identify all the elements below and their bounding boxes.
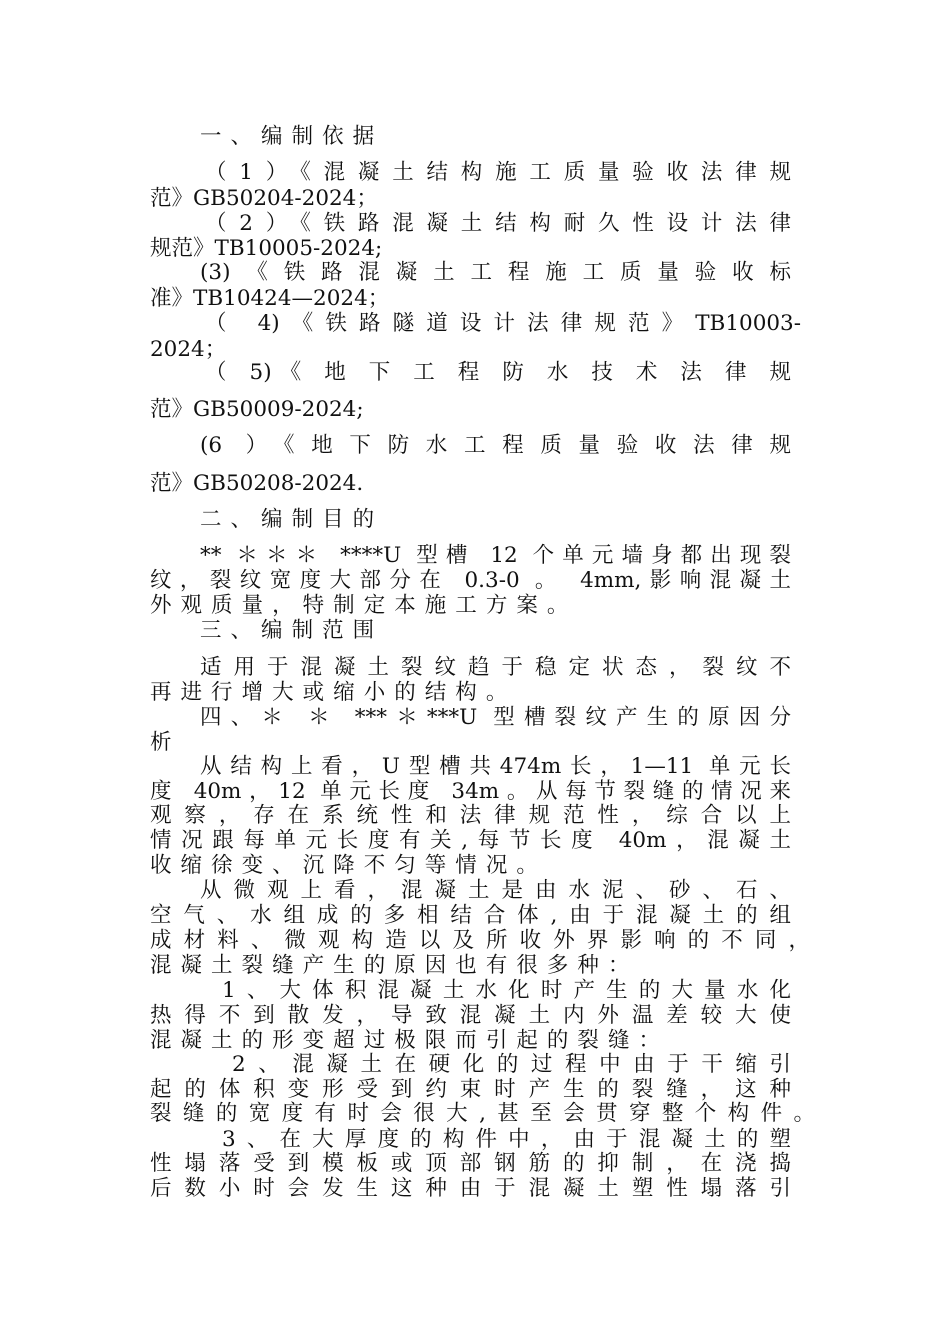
section1-item6-line2: 范》GB50208-2024.: [150, 471, 364, 496]
cause1-line3: 混凝土的形变超过极限而引起的裂缝：: [150, 1028, 670, 1053]
cause1-line1: 1、大体积混凝土水化时产生的大量水化: [222, 978, 791, 1003]
section1-item2-line1: （2）《铁路混凝土结构耐久性设计法律: [205, 211, 791, 236]
section4-para2-line4: 混凝土裂缝产生的原因也有很多种：: [150, 953, 639, 978]
section3-heading: 三、编制范围: [200, 618, 384, 643]
cause3-line2: 性塌落受到模板或顶部钢筋的抑制，在浇捣: [150, 1151, 791, 1176]
section4-para2-line1: 从微观上看，混凝土是由水泥、砂、石、: [200, 878, 791, 903]
section4-para1-line3: 观察，存在系统性和法律规范性，综合以上: [150, 803, 791, 828]
cause2-line1: 2、混凝土在硬化的过程中由于干缩引: [232, 1052, 791, 1077]
section4-para2-line2: 空气、水组成的多相结合体,由于混凝土的组: [150, 903, 791, 928]
section1-item1-line2: 范》GB50204-2024；: [150, 186, 378, 211]
section2-heading: 二、编制目的: [200, 507, 384, 532]
section3-line2: 再进行增大或缩小的结构。: [150, 680, 517, 705]
section1-item3-line2: 准》TB10424—2024；: [150, 286, 390, 311]
section4-heading-line1: 四、＊ ＊ ***＊***U 型槽裂纹产生的原因分: [200, 705, 791, 730]
section1-item3-line1: (3)《铁路混凝土工程施工质量验收标: [200, 260, 791, 285]
cause1-line2: 热得不到散发，导致混凝土内外温差较大使: [150, 1003, 791, 1028]
cause3-line3: 后数小时会发生这种由于混凝土塑性塌落引: [150, 1176, 791, 1201]
section1-item6-line1: (6 ）《地下防水工程质量验收法律规: [200, 433, 791, 458]
section1-item5-line1: （ 5)《 地 下 工 程 防 水 技 术 法 律 规: [205, 360, 791, 385]
section1-heading: 一、编制依据: [200, 124, 384, 149]
section2-line3: 外观质量，特制定本施工方案。: [150, 593, 578, 618]
section4-para1-line2: 度 40m，12 单元长度 34m。从每节裂缝的情况来: [150, 779, 791, 804]
cause2-line3: 裂缝的宽度有时会很大,甚至会贯穿整个构件。: [150, 1101, 815, 1126]
section1-item2-line2: 规范》TB10005-2024;: [150, 236, 383, 261]
section1-item1-line1: （1）《混凝土结构施工质量验收法律规: [205, 160, 791, 185]
section4-para1-line4: 情况跟每单元长度有关,每节长度 40m，混凝土: [150, 828, 791, 853]
section4-heading-line2: 析: [150, 730, 172, 755]
cause3-line1: 3、在大厚度的构件中，由于混凝土的塑: [222, 1127, 791, 1152]
section2-line1: ** ＊＊＊ ****U 型槽 12 个单元墙身都出现裂: [200, 543, 791, 568]
cause2-line2: 起的体积变形受到约束时产生的裂缝，这种: [150, 1077, 791, 1102]
section1-item4-line2: 2024；: [150, 337, 227, 362]
section4-para1-line5: 收缩徐变、沉降不匀等情况。: [150, 853, 547, 878]
section1-item5-line2: 范》GB50009-2024;: [150, 397, 364, 422]
section2-line2: 纹，裂纹宽度大部分在 0.3-0 。 4mm,影响混凝土: [150, 568, 791, 593]
section3-line1: 适用于混凝土裂纹趋于稳定状态，裂纹不: [200, 655, 791, 680]
section4-para1-line1: 从结构上看，U型槽共474m长，1—11 单元长: [200, 754, 791, 779]
section1-item4-line1: （ 4)《铁路隧道设计法律规范》TB10003-: [205, 311, 801, 336]
section4-para2-line3: 成材料、微观构造以及所收外界影响的不同，: [150, 928, 810, 953]
